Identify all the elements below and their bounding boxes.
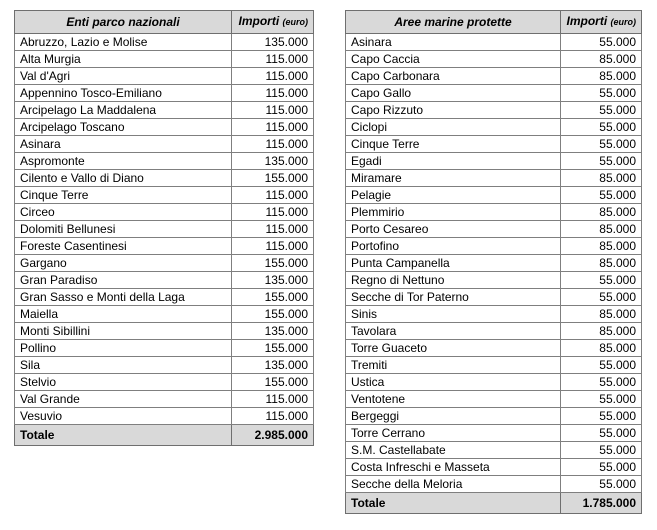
marine-row [346, 238, 642, 255]
marine-amount-cell: 85.000 [561, 255, 642, 272]
marine-amount-cell: 55.000 [561, 187, 642, 204]
marine-table [345, 10, 642, 514]
marine-name-cell: Cinque Terre [346, 136, 561, 153]
marine-name-cell: Ventotene [346, 391, 561, 408]
marine-name-cell: Ciclopi [346, 119, 561, 136]
marine-amount-cell: 55.000 [561, 34, 642, 51]
parks-amount-cell: 155.000 [232, 340, 314, 357]
marine-name-cell: Plemmirio [346, 204, 561, 221]
parks-row [15, 289, 314, 306]
marine-row [346, 68, 642, 85]
marine-row [346, 442, 642, 459]
parks-amount-cell: 115.000 [232, 391, 314, 408]
marine-name-cell: Capo Caccia [346, 51, 561, 68]
marine-row [346, 357, 642, 374]
parks-amount-cell: 155.000 [232, 289, 314, 306]
marine-amount-cell: 55.000 [561, 272, 642, 289]
marine-name-cell: Bergeggi [346, 408, 561, 425]
marine-amount-cell: 85.000 [561, 170, 642, 187]
parks-row [15, 357, 314, 374]
parks-table [14, 10, 314, 446]
marine-name-cell: Capo Gallo [346, 85, 561, 102]
marine-row [346, 255, 642, 272]
marine-amount-cell: 55.000 [561, 442, 642, 459]
marine-name-cell: Portofino [346, 238, 561, 255]
parks-row [15, 34, 314, 51]
parks-amount-cell: 155.000 [232, 170, 314, 187]
parks-row [15, 102, 314, 119]
marine-amount-cell: 55.000 [561, 85, 642, 102]
parks-name-cell: Vesuvio [15, 408, 232, 425]
marine-amount-header [561, 11, 642, 34]
marine-amount-cell: 55.000 [561, 459, 642, 476]
parks-name-cell: Cilento e Vallo di Diano [15, 170, 232, 187]
parks-amount-header-label: Importi [238, 14, 280, 28]
marine-row [346, 374, 642, 391]
marine-row [346, 85, 642, 102]
marine-name-cell: Costa Infreschi e Masseta [346, 459, 561, 476]
marine-amount-cell: 85.000 [561, 323, 642, 340]
parks-row [15, 272, 314, 289]
parks-amount-cell: 115.000 [232, 408, 314, 425]
parks-name-cell: Abruzzo, Lazio e Molise [15, 34, 232, 51]
marine-name-cell: Ustica [346, 374, 561, 391]
parks-total-label: Totale [15, 425, 232, 446]
marine-name-cell: Capo Carbonara [346, 68, 561, 85]
marine-row [346, 391, 642, 408]
marine-amount-cell: 85.000 [561, 51, 642, 68]
parks-row [15, 136, 314, 153]
parks-name-cell: Gran Paradiso [15, 272, 232, 289]
parks-row [15, 187, 314, 204]
marine-row [346, 102, 642, 119]
parks-name-cell: Arcipelago La Maddalena [15, 102, 232, 119]
parks-name-cell: Pollino [15, 340, 232, 357]
marine-name-cell: Tremiti [346, 357, 561, 374]
parks-row [15, 340, 314, 357]
parks-row [15, 221, 314, 238]
marine-row [346, 340, 642, 357]
marine-amount-cell: 55.000 [561, 153, 642, 170]
parks-name-cell: Appennino Tosco-Emiliano [15, 85, 232, 102]
marine-name-cell: Torre Cerrano [346, 425, 561, 442]
parks-amount-cell: 115.000 [232, 85, 314, 102]
marine-amount-cell: 55.000 [561, 374, 642, 391]
marine-row [346, 119, 642, 136]
marine-amount-cell: 85.000 [561, 204, 642, 221]
parks-row [15, 323, 314, 340]
marine-name-cell: Sinis [346, 306, 561, 323]
marine-row [346, 34, 642, 51]
parks-amount-cell: 135.000 [232, 34, 314, 51]
parks-amount-cell: 115.000 [232, 136, 314, 153]
parks-name-cell: Val Grande [15, 391, 232, 408]
parks-amount-cell: 115.000 [232, 102, 314, 119]
parks-amount-unit: (euro) [282, 17, 308, 27]
parks-name-cell: Aspromonte [15, 153, 232, 170]
parks-amount-cell: 115.000 [232, 204, 314, 221]
marine-amount-cell: 55.000 [561, 357, 642, 374]
marine-name-cell: Punta Campanella [346, 255, 561, 272]
marine-table-body [346, 34, 642, 493]
parks-name-cell: Gran Sasso e Monti della Laga [15, 289, 232, 306]
parks-name-header: Enti parco nazionali [15, 11, 232, 34]
parks-row [15, 408, 314, 425]
parks-row [15, 255, 314, 272]
parks-row [15, 391, 314, 408]
parks-row [15, 306, 314, 323]
marine-total-label: Totale [346, 493, 561, 514]
marine-row [346, 289, 642, 306]
parks-name-cell: Dolomiti Bellunesi [15, 221, 232, 238]
marine-row [346, 476, 642, 493]
marine-name-cell: Miramare [346, 170, 561, 187]
marine-row [346, 204, 642, 221]
parks-row [15, 204, 314, 221]
parks-total-row [15, 425, 314, 446]
parks-name-cell: Maiella [15, 306, 232, 323]
marine-row [346, 170, 642, 187]
marine-name-cell: Egadi [346, 153, 561, 170]
parks-row [15, 153, 314, 170]
parks-row [15, 51, 314, 68]
marine-total-amount: 1.785.000 [561, 493, 642, 514]
parks-row [15, 119, 314, 136]
marine-row [346, 187, 642, 204]
marine-amount-cell: 55.000 [561, 408, 642, 425]
parks-name-cell: Asinara [15, 136, 232, 153]
marine-row [346, 306, 642, 323]
parks-total-amount: 2.985.000 [232, 425, 314, 446]
parks-amount-cell: 155.000 [232, 306, 314, 323]
marine-name-cell: Pelagie [346, 187, 561, 204]
parks-amount-cell: 135.000 [232, 272, 314, 289]
marine-row [346, 51, 642, 68]
marine-amount-cell: 55.000 [561, 425, 642, 442]
marine-amount-cell: 55.000 [561, 119, 642, 136]
marine-row [346, 323, 642, 340]
parks-table-body [15, 34, 314, 425]
marine-name-header: Aree marine protette [346, 11, 561, 34]
marine-amount-cell: 85.000 [561, 306, 642, 323]
parks-name-cell: Arcipelago Toscano [15, 119, 232, 136]
parks-name-cell: Val d'Agri [15, 68, 232, 85]
marine-amount-cell: 85.000 [561, 221, 642, 238]
marine-row [346, 459, 642, 476]
parks-row [15, 374, 314, 391]
parks-name-cell: Monti Sibillini [15, 323, 232, 340]
marine-name-cell: S.M. Castellabate [346, 442, 561, 459]
marine-amount-cell: 55.000 [561, 136, 642, 153]
marine-row [346, 408, 642, 425]
parks-amount-cell: 135.000 [232, 153, 314, 170]
marine-name-cell: Secche della Meloria [346, 476, 561, 493]
parks-amount-cell: 115.000 [232, 221, 314, 238]
parks-row [15, 238, 314, 255]
parks-name-cell: Circeo [15, 204, 232, 221]
marine-amount-cell: 85.000 [561, 68, 642, 85]
parks-name-cell: Sila [15, 357, 232, 374]
parks-row [15, 170, 314, 187]
parks-name-cell: Gargano [15, 255, 232, 272]
marine-amount-unit: (euro) [610, 17, 636, 27]
marine-amount-cell: 55.000 [561, 476, 642, 493]
parks-amount-cell: 115.000 [232, 51, 314, 68]
parks-amount-cell: 135.000 [232, 323, 314, 340]
marine-row [346, 425, 642, 442]
marine-row [346, 221, 642, 238]
parks-name-cell: Stelvio [15, 374, 232, 391]
marine-name-cell: Asinara [346, 34, 561, 51]
marine-total-row [346, 493, 642, 514]
parks-header-row [15, 11, 314, 34]
marine-name-cell: Secche di Tor Paterno [346, 289, 561, 306]
parks-row [15, 68, 314, 85]
parks-amount-cell: 135.000 [232, 357, 314, 374]
parks-name-cell: Foreste Casentinesi [15, 238, 232, 255]
marine-name-cell: Porto Cesareo [346, 221, 561, 238]
marine-amount-cell: 85.000 [561, 238, 642, 255]
parks-amount-header [232, 11, 314, 34]
marine-row [346, 136, 642, 153]
marine-header-row [346, 11, 642, 34]
marine-amount-cell: 55.000 [561, 391, 642, 408]
marine-name-cell: Capo Rizzuto [346, 102, 561, 119]
marine-amount-cell: 55.000 [561, 289, 642, 306]
parks-amount-cell: 115.000 [232, 238, 314, 255]
marine-amount-header-label: Importi [566, 14, 608, 28]
parks-row [15, 85, 314, 102]
marine-row [346, 153, 642, 170]
parks-amount-cell: 155.000 [232, 374, 314, 391]
marine-name-cell: Regno di Nettuno [346, 272, 561, 289]
marine-row [346, 272, 642, 289]
parks-amount-cell: 155.000 [232, 255, 314, 272]
marine-name-cell: Torre Guaceto [346, 340, 561, 357]
parks-amount-cell: 115.000 [232, 119, 314, 136]
marine-amount-cell: 55.000 [561, 102, 642, 119]
parks-amount-cell: 115.000 [232, 68, 314, 85]
marine-name-cell: Tavolara [346, 323, 561, 340]
parks-name-cell: Alta Murgia [15, 51, 232, 68]
parks-amount-cell: 115.000 [232, 187, 314, 204]
marine-amount-cell: 85.000 [561, 340, 642, 357]
parks-name-cell: Cinque Terre [15, 187, 232, 204]
